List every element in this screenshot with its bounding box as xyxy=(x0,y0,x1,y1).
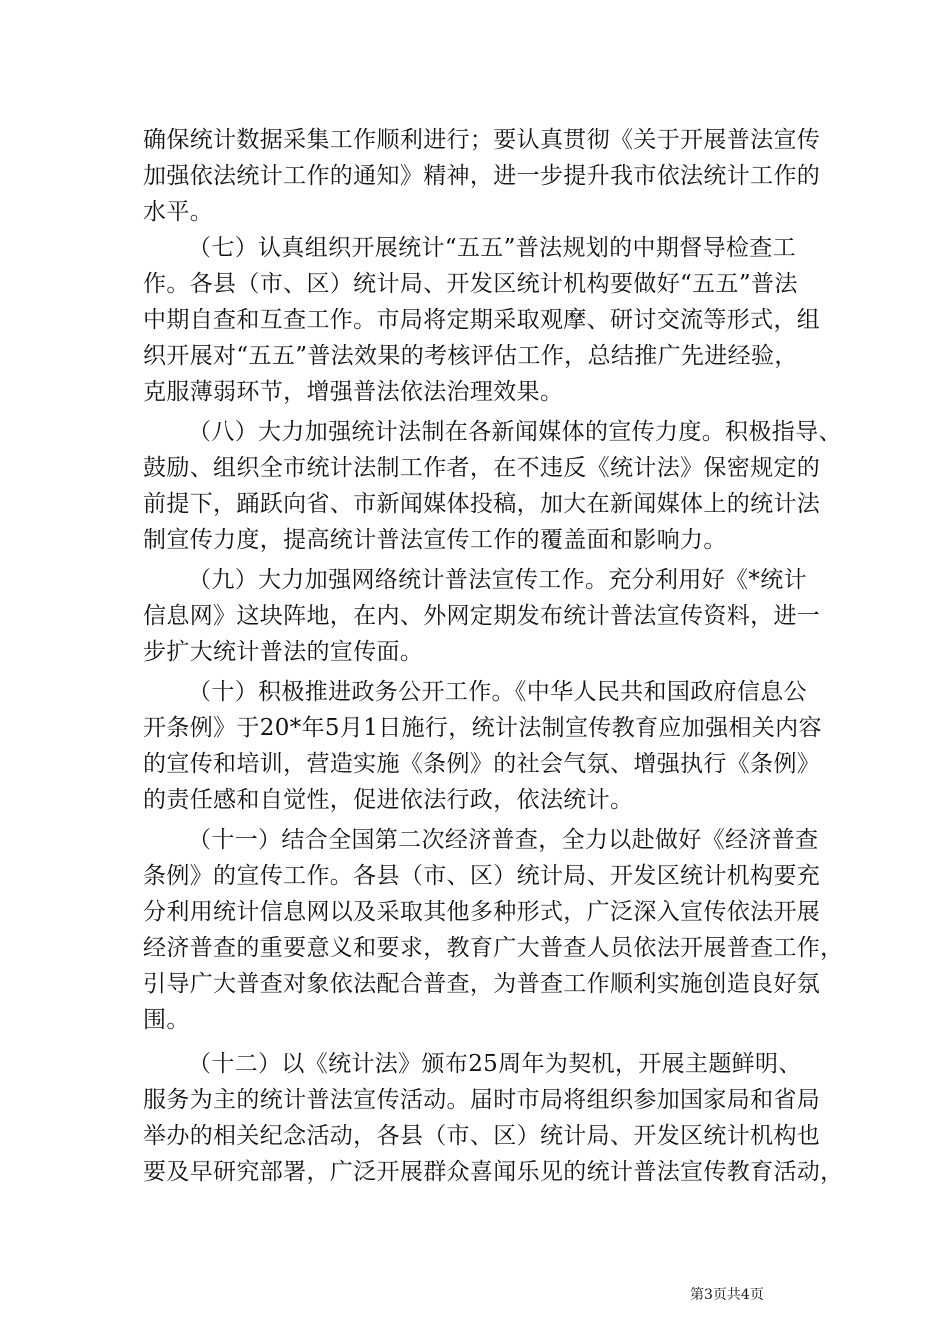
text-line: 要及早研究部署，广泛开展群众喜闻乐见的统计普法宣传教育活动， xyxy=(143,1159,844,1185)
text-line: 水平。 xyxy=(143,199,214,225)
text-line: 确保统计数据采集工作顺利进行；要认真贯彻《关于开展普法宣传 xyxy=(143,127,821,153)
text-line: 步扩大统计普法的宣传面。 xyxy=(143,639,424,665)
text-line: 的宣传和培训，营造实施《条例》的社会气氛、增强执行《条例》 xyxy=(143,751,821,777)
text-line: 制宣传力度，提高统计普法宣传工作的覆盖面和影响力。 xyxy=(143,527,727,553)
paragraph-12-start: （十二）以《统计法》颁布25周年为契机，开展主题鲜明、 xyxy=(188,1051,802,1077)
page-number: 第3页共4页 xyxy=(690,1287,764,1303)
text-line: 条例》的宣传工作。各县（市、区）统计局、开发区统计机构要充 xyxy=(143,863,821,889)
text-line: 开条例》于20*年5月1日施行，统计法制宣传教育应加强相关内容 xyxy=(143,715,822,741)
paragraph-8-start: （八）大力加强统计法制在各新闻媒体的宣传力度。积极指导、 xyxy=(188,419,842,445)
paragraph-10-start: （十）积极推进政务公开工作。《中华人民共和国政府信息公 xyxy=(188,679,807,705)
text-line: 前提下，踊跃向省、市新闻媒体投稿，加大在新闻媒体上的统计法 xyxy=(143,491,821,517)
text-line: 引导广大普查对象依法配合普查，为普查工作顺利实施创造良好氛 xyxy=(143,971,821,997)
text-line: 经济普查的重要意义和要求，教育广大普查人员依法开展普查工作， xyxy=(143,935,844,961)
paragraph-9-start: （九）大力加强网络统计普法宣传工作。充分利用好《*统计 xyxy=(188,567,807,593)
paragraph-7-start: （七）认真组织开展统计“五五”普法规划的中期督导检查工 xyxy=(188,235,796,261)
text-line: 作。各县（市、区）统计局、开发区统计机构要做好“五五”普法 xyxy=(143,271,798,297)
paragraph-11-start: （十一）结合全国第二次经济普查，全力以赴做好《经济普查 xyxy=(188,827,819,853)
text-line: 鼓励、组织全市统计法制工作者，在不违反《统计法》保密规定的 xyxy=(143,455,821,481)
text-line: 织开展对“五五”普法效果的考核评估工作，总结推广先进经验， xyxy=(143,343,798,369)
text-line: 中期自查和互查工作。市局将定期采取观摩、研讨交流等形式，组 xyxy=(143,307,821,333)
text-line: 信息网》这块阵地，在内、外网定期发布统计普法宣传资料，进一 xyxy=(143,603,821,629)
text-line: 的责任感和自觉性，促进依法行政，依法统计。 xyxy=(143,787,634,813)
text-line: 分利用统计信息网以及采取其他多种形式，广泛深入宣传依法开展 xyxy=(143,899,821,925)
text-line: 克服薄弱环节，增强普法依法治理效果。 xyxy=(143,379,564,405)
text-line: 围。 xyxy=(143,1007,190,1033)
text-line: 举办的相关纪念活动，各县（市、区）统计局、开发区统计机构也 xyxy=(143,1123,821,1149)
text-line: 加强依法统计工作的通知》精神，进一步提升我市依法统计工作的 xyxy=(143,163,821,189)
text-line: 服务为主的统计普法宣传活动。届时市局将组织参加国家局和省局 xyxy=(143,1087,821,1113)
